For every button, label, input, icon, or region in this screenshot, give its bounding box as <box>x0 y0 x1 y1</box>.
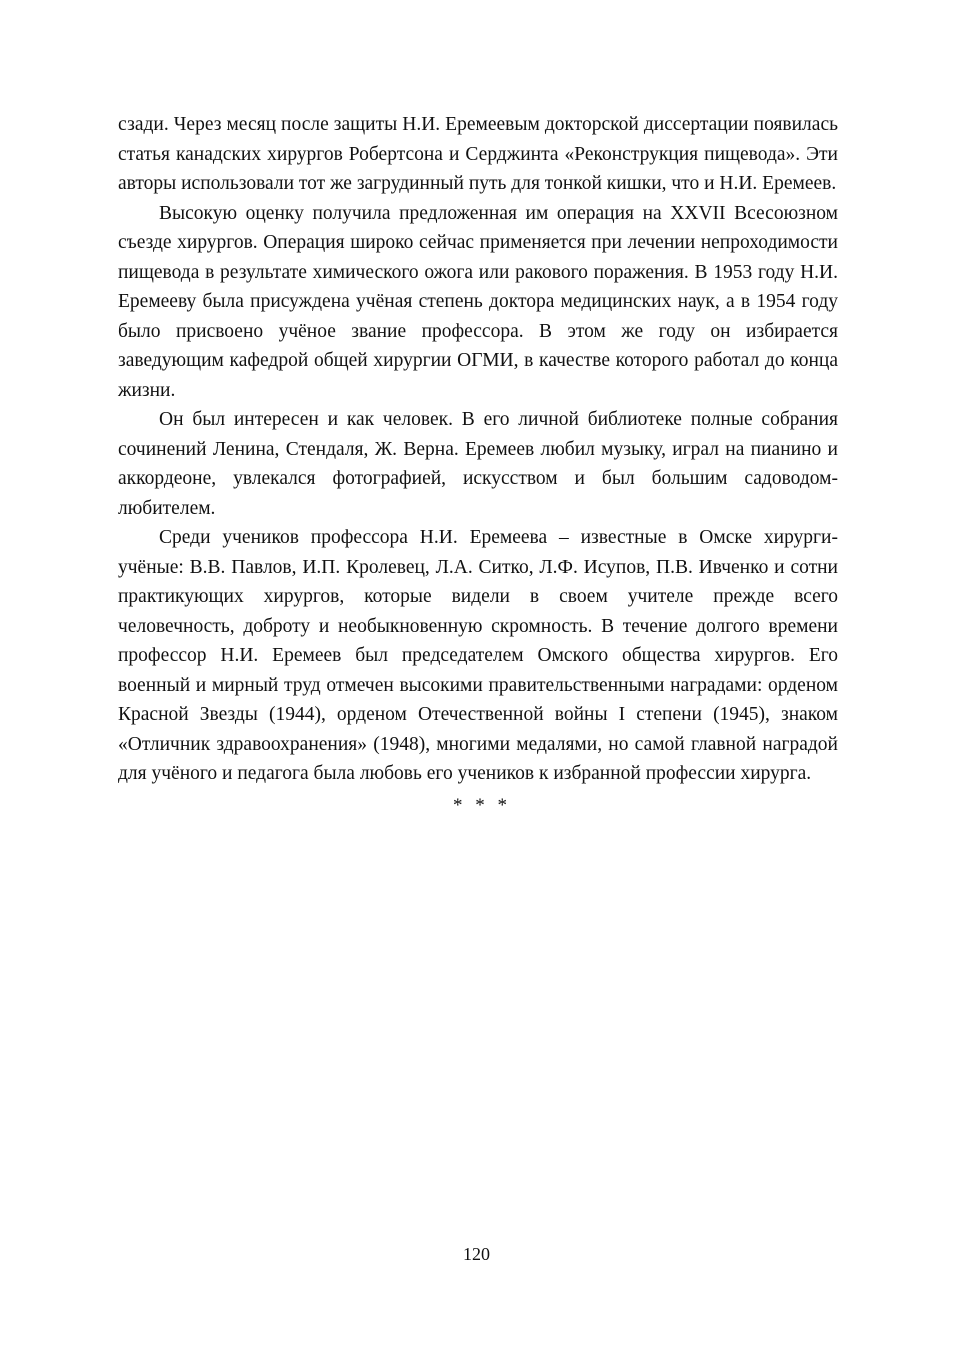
body-text <box>118 110 838 820</box>
paragraph-students-awards: Среди учеников профессора Н.И. Еремеева – известные в Омске хирурги-учёные: В.В. Павлов, И.П. Кролевец, Л.А. Ситко, Л.Ф. Исупов, П.В. Ивченко и сотни практикующих хирургов, которые видели в своем учителе прежде всего человечность, доброту и необыкновенную скромность. В течение долгого времени профессор Н.И. Еремеев был председателем Омского общества хирургов. Его военный и мирный труд отмечен высокими правительственными наградами: орденом Красной Звезды (1944), орденом Отечественной войны I степени (1945), знаком «Отличник здравоохранения» (1948), многими медалями, но самой главной наградой для учёного и педагога была любовь его учеников к избранной профессии хирурга. <box>118 527 838 784</box>
paragraph-personal-interests: Он был интересен и как человек. В его личной библиотеке полные собрания сочинений Ленина, Стендаля, Ж. Верна. Еремеев любил музыку, играл на пианино и аккордеоне, увлекался фотографией, искусством и был большим садоводом-любителем. <box>118 409 838 519</box>
paragraph-operation-assessment: Высокую оценку получила предложенная им операция на XXVII Всесоюзном съезде хирургов. Операция широко сейчас применяется при лечении непроходимости пищевода в результате химического ожога или ракового поражения. В 1953 году Н.И. Еремееву была присуждена учёная степень доктора медицинских наук, а в 1954 году было присвоено учёное звание профессора. В этом же году он избирается заведующим кафедрой общей хирургии ОГМИ, в качестве которого работал до конца жизни. <box>118 202 838 401</box>
section-separator: * * * <box>453 794 511 816</box>
paragraph-continued: сзади. Через месяц после защиты Н.И. Еремеевым докторской диссертации появилась статья канадских хирургов Робертсона и Серджинта «Реконструкция пищевода». Эти авторы использовали тот же загрудинный путь для тонкой кишки, что и Н.И. Еремеев. <box>118 114 838 194</box>
page-number: 120 <box>463 1244 490 1264</box>
